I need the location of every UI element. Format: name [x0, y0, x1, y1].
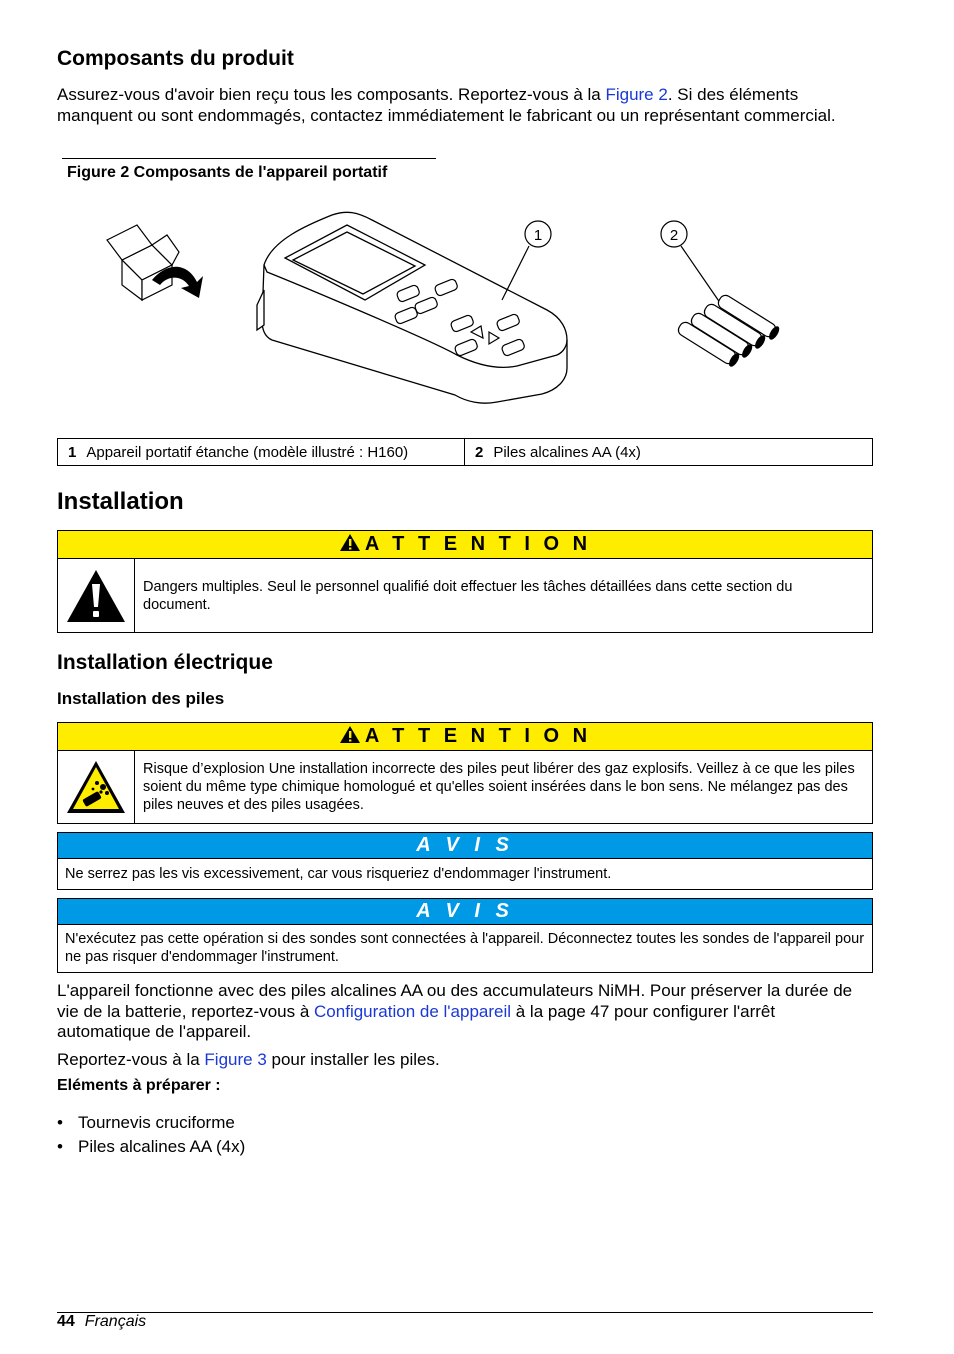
items-heading: Eléments à préparer : [57, 1077, 221, 1094]
footer-language: Français [84, 1313, 147, 1330]
callout-2: 2 [669, 227, 679, 244]
warning-exclamation-icon [58, 559, 135, 632]
box-icon [107, 225, 179, 300]
figure-title-rule [62, 158, 436, 159]
avis-text-probes: N'exécutez pas cette opération si des sondes sont connectées à l'appareil. Déconnectez toutes les sondes de l'appareil pour ne pas risquer d'endommager l'instrument. [65, 931, 865, 965]
avis-header: A V I S [58, 833, 872, 859]
figure-3-link[interactable]: Figure 3 [204, 1050, 267, 1069]
legend-item-2: 2 Piles alcalines AA (4x) [465, 439, 873, 466]
items-list [57, 1113, 245, 1161]
avis-box-probes [57, 898, 873, 973]
configuration-link[interactable]: Configuration de l'appareil [314, 1001, 512, 1021]
section-heading-piles: Installation des piles [57, 689, 225, 708]
attention-header: A T T E N T I O N [58, 531, 872, 559]
list-item: • Piles alcalines AA (4x) [57, 1137, 245, 1161]
composants-intro: Assurez-vous d'avoir bien reçu tous les composants. Reportez-vous à la Figure 2. Si des éléments manquent ou sont endommagés, contactez immédiatement le fabricant ou un représentant commercial. [57, 85, 836, 125]
attention-text-explosion: Risque d’explosion Une installation incorrecte des piles peut libérer des gaz explosifs. Veillez à ce que les piles soient du même type chimique homologué et qu'elles soient insérées dans le bon sens. Ne mélangez pas des piles neuves et des piles usagées. [143, 761, 855, 813]
warning-triangle-icon [339, 725, 361, 744]
page-number: 44 [57, 1313, 75, 1330]
section-heading-electrique: Installation électrique [57, 651, 273, 674]
figure-3-paragraph: Reportez-vous à la Figure 3 pour installer les piles. [57, 1050, 440, 1069]
attention-box-explosion [57, 722, 873, 824]
attention-header: A T T E N T I O N [58, 723, 872, 751]
figure-2-legend [57, 438, 873, 466]
avis-text-screws: Ne serrez pas les vis excessivement, car vous risqueriez d'endommager l'instrument. [65, 866, 612, 882]
page-footer [57, 1313, 146, 1331]
warning-triangle-icon [339, 533, 361, 552]
legend-item-1: 1 Appareil portatif étanche (modèle illustré : H160) [58, 439, 465, 466]
callout-1: 1 [533, 227, 543, 244]
handheld-meter [257, 212, 567, 403]
footer-rule [57, 1312, 873, 1313]
attention-box-general [57, 530, 873, 633]
figure-2-link[interactable]: Figure 2 [605, 85, 668, 104]
figure-2-illustration [57, 190, 873, 435]
battery-icon [676, 293, 780, 367]
section-heading-composants: Composants du produit [57, 47, 294, 70]
avis-box-screws [57, 832, 873, 890]
attention-text-general: Dangers multiples. Seul le personnel qualifié doit effectuer les tâches détaillées dans cette section du document. [143, 578, 793, 613]
explosion-hazard-icon [58, 751, 135, 823]
avis-header: A V I S [58, 899, 872, 925]
section-heading-installation: Installation [57, 488, 184, 515]
figure-2-title: Figure 2 Composants de l'appareil portatif [67, 164, 388, 181]
list-item: • Tournevis cruciforme [57, 1113, 245, 1137]
battery-paragraph: L'appareil fonctionne avec des piles alcalines AA ou des accumulateurs NiMH. Pour préserver la durée de vie de la batterie, reportez-vous à Configuration de l'appareil à la page 47 pour configurer l'arrêt automatique de l'appareil. [57, 981, 853, 1041]
